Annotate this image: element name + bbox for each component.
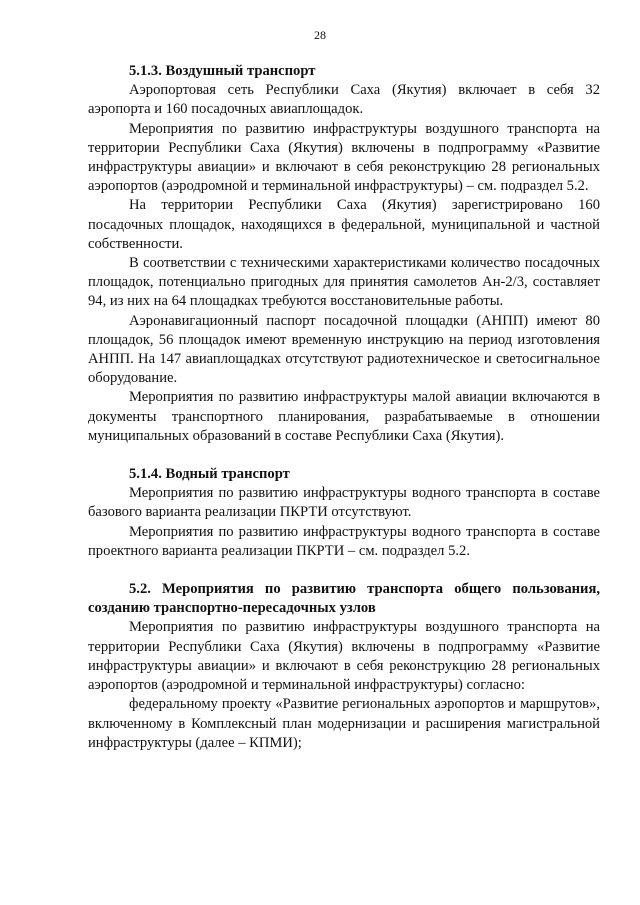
- section-spacer: [88, 446, 600, 465]
- section-heading-air-transport: 5.1.3. Воздушный транспорт: [129, 63, 316, 79]
- paragraph: В соответствии с техническими характеристиками количество посадочных площадок, потенциально пригодных для принятия самолетов Ан-2/3, составляет 94, из них на 64 площадках требуются восстановительные работы.: [88, 255, 600, 310]
- paragraph: Мероприятия по развитию инфраструктуры воздушного транспорта на территории Республики Саха (Якутия) включены в подпрограмму «Развитие инфраструктуры авиации» и включают в себя реконструкцию 28 региональных аэропортов (аэродромной и терминальной инфраструктуры) – см. подраздел 5.2.: [88, 120, 600, 195]
- page-number: 28: [314, 28, 326, 42]
- document-body: [88, 62, 600, 753]
- paragraph: федеральному проекту «Развитие региональных аэропортов и маршрутов», включенному в Комплексный план модернизации и расширения магистральной инфраструктуры (далее – КПМИ);: [88, 696, 600, 751]
- paragraph: Аэронавигационный паспорт посадочной площадки (АНПП) имеют 80 площадок, 56 площадок имеют временную инструкцию на период изготовления АНПП. На 147 авиаплощадках отсутствуют радиотехническое и светосигнальное оборудование.: [88, 312, 600, 387]
- paragraph: Аэропортовая сеть Республики Саха (Якутия) включает в себя 32 аэропорта и 160 посадочных авиаплощадок.: [88, 82, 600, 118]
- paragraph: Мероприятия по развитию инфраструктуры воздушного транспорта на территории Республики Саха (Якутия) включены в подпрограмму «Развитие инфраструктуры авиации» и включают в себя реконструкцию 28 региональных аэропортов (аэродромной и терминальной инфраструктуры) согласно:: [88, 619, 600, 694]
- paragraph: На территории Республики Саха (Якутия) зарегистрировано 160 посадочных площадок, находящихся в федеральной, муниципальной и частной собственности.: [88, 197, 600, 252]
- paragraph: Мероприятия по развитию инфраструктуры малой авиации включаются в документы транспортного планирования, разрабатываемые в отношении муниципальных образований в составе Республики Саха (Якутия).: [88, 389, 600, 444]
- section-spacer: [88, 561, 600, 580]
- section-heading-water-transport: 5.1.4. Водный транспорт: [129, 466, 290, 483]
- section-heading-public-transport: 5.2. Мероприятия по развитию транспорта общего пользования, созданию транспортно-пересадочных узлов: [88, 581, 600, 617]
- paragraph: Мероприятия по развитию инфраструктуры водного транспорта в составе базового варианта реализации ПКРТИ отсутствуют.: [88, 485, 600, 521]
- paragraph: Мероприятия по развитию инфраструктуры водного транспорта в составе проектного варианта реализации ПКРТИ – см. подраздел 5.2.: [88, 523, 600, 559]
